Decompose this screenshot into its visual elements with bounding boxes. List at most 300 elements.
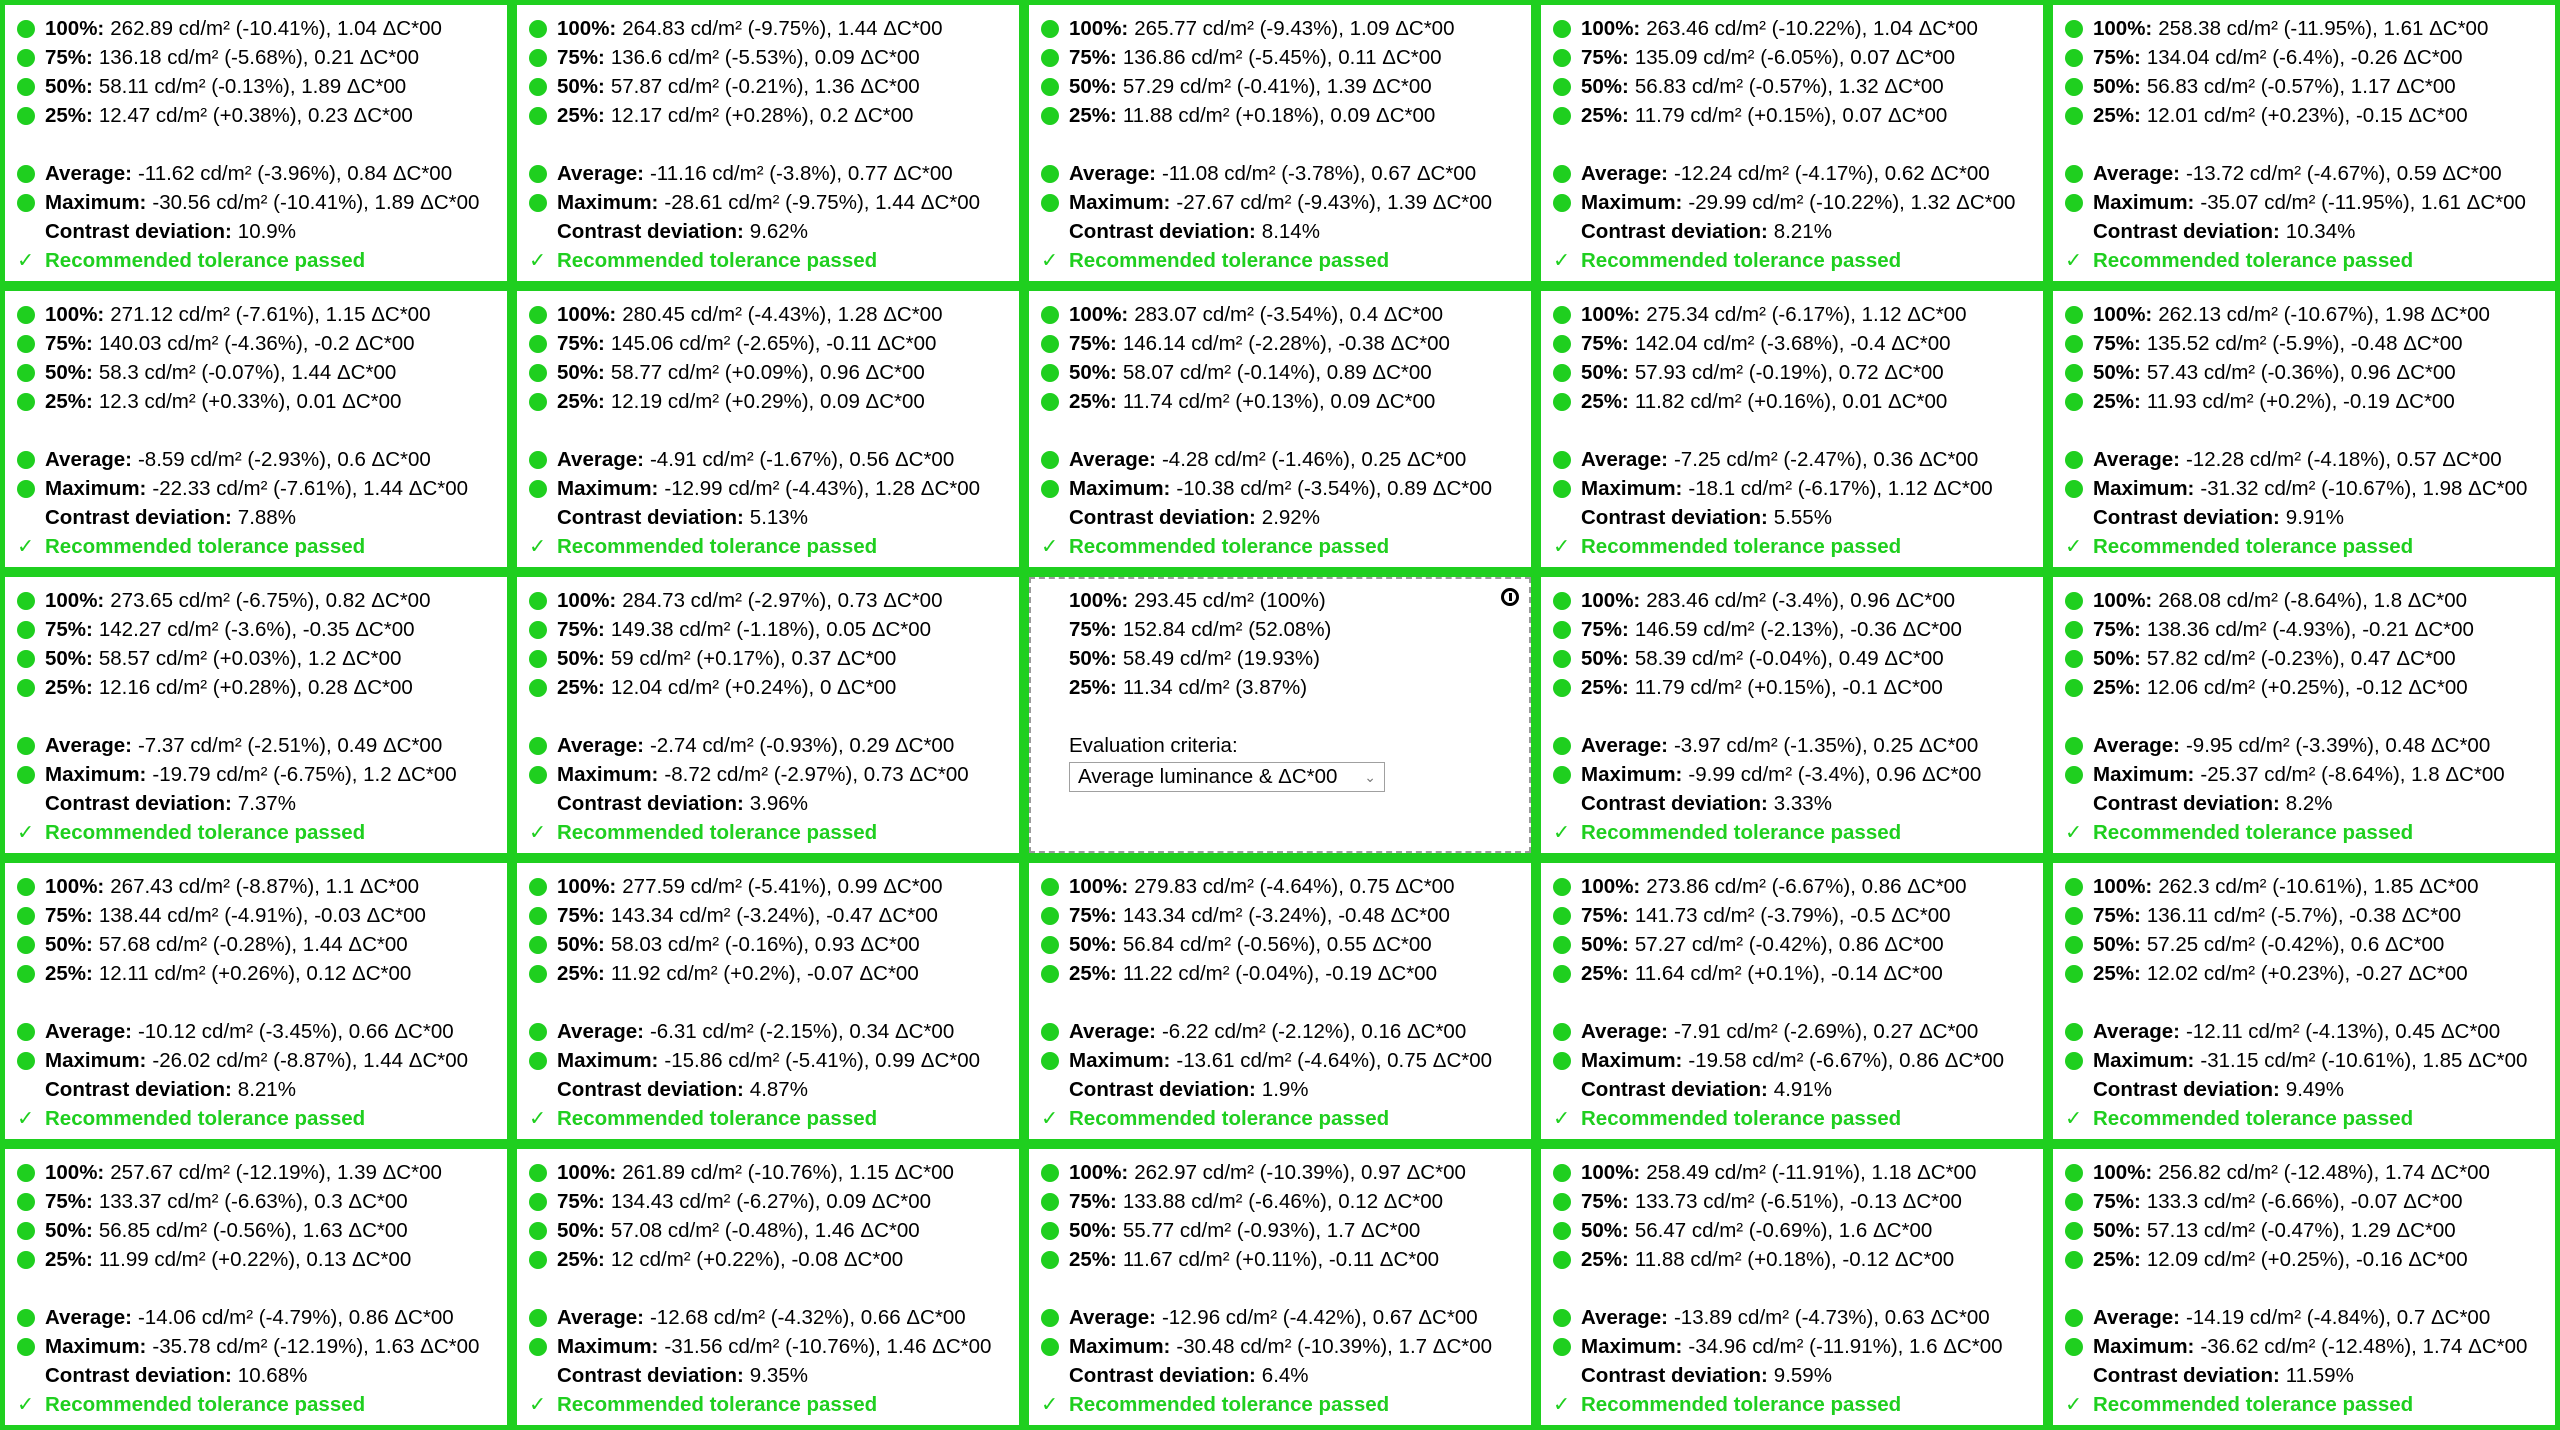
zone-cell (0, 858, 512, 1144)
status-dot-icon (17, 107, 35, 125)
tolerance-status-label: Recommended tolerance passed (45, 821, 366, 844)
status-dot-icon (1041, 1164, 1059, 1182)
measure-value: 6.4% (1261, 1364, 1309, 1387)
measure-label: Average: (1581, 1306, 1668, 1329)
tolerance-status-label: Recommended tolerance passed (45, 535, 366, 558)
measure-row-p50 (1041, 930, 1531, 959)
status-dot-icon (529, 936, 547, 954)
measure-label: Maximum: (2093, 477, 2195, 500)
status-dot-icon (2065, 1309, 2083, 1327)
measure-row-average (2065, 159, 2555, 188)
measure-row-contrast (1553, 1075, 2043, 1104)
measure-row-p25 (529, 673, 1019, 702)
measure-value: 275.34 cd/m² (-6.17%), 1.12 ΔC*00 (1646, 303, 1967, 326)
measure-label: Contrast deviation: (2093, 1078, 2280, 1101)
measure-row-p100 (1041, 1158, 1531, 1187)
measure-value: 57.68 cd/m² (-0.28%), 1.44 ΔC*00 (98, 933, 408, 956)
measure-row-maximum (1041, 1332, 1531, 1361)
status-dot-icon (1553, 49, 1571, 67)
status-dot-icon (529, 306, 547, 324)
measure-label: 25%: (1581, 104, 1629, 127)
measure-value: 58.03 cd/m² (-0.16%), 0.93 ΔC*00 (610, 933, 920, 956)
measure-label: Maximum: (45, 763, 147, 786)
measure-row-p100 (1041, 872, 1531, 901)
measure-row-p25 (2065, 101, 2555, 130)
status-dot-icon (1553, 480, 1571, 498)
measure-label: Maximum: (2093, 1335, 2195, 1358)
measure-value: 56.83 cd/m² (-0.57%), 1.32 ΔC*00 (1634, 75, 1944, 98)
status-dot-icon (529, 592, 547, 610)
status-dot-icon (1553, 78, 1571, 96)
measure-value: -7.37 cd/m² (-2.51%), 0.49 ΔC*00 (137, 734, 443, 757)
measure-value: -36.62 cd/m² (-12.48%), 1.74 ΔC*00 (2200, 1335, 2528, 1358)
check-icon: ✓ (17, 535, 35, 558)
measure-label: 75%: (1069, 904, 1117, 927)
measure-value: -13.61 cd/m² (-4.64%), 0.75 ΔC*00 (1176, 1049, 1493, 1072)
measure-value: -19.58 cd/m² (-6.67%), 0.86 ΔC*00 (1688, 1049, 2005, 1072)
status-dot-icon (529, 20, 547, 38)
measure-value: 135.09 cd/m² (-6.05%), 0.07 ΔC*00 (1634, 46, 1956, 69)
measure-value: -6.31 cd/m² (-2.15%), 0.34 ΔC*00 (649, 1020, 955, 1043)
measure-value: 58.3 cd/m² (-0.07%), 1.44 ΔC*00 (98, 361, 397, 384)
measure-value: -4.28 cd/m² (-1.46%), 0.25 ΔC*00 (1161, 448, 1467, 471)
status-dot-icon (1553, 306, 1571, 324)
status-dot-icon (1041, 1309, 1059, 1327)
measure-value: 133.88 cd/m² (-6.46%), 0.12 ΔC*00 (1122, 1190, 1444, 1213)
measure-row-p100 (17, 300, 507, 329)
zone-cell (2048, 286, 2560, 572)
measure-value: -34.96 cd/m² (-11.91%), 1.6 ΔC*00 (1688, 1335, 2003, 1358)
measure-value: 12.02 cd/m² (+0.23%), -0.27 ΔC*00 (2146, 962, 2468, 985)
measure-row-p100 (2065, 872, 2555, 901)
measure-value: 1.9% (1261, 1078, 1309, 1101)
info-icon[interactable] (1501, 588, 1519, 606)
status-dot-icon (2065, 878, 2083, 896)
measure-value: -6.22 cd/m² (-2.12%), 0.16 ΔC*00 (1161, 1020, 1467, 1043)
measure-value: 267.43 cd/m² (-8.87%), 1.1 ΔC*00 (110, 875, 420, 898)
status-dot-icon (1553, 592, 1571, 610)
measure-row-contrast (2065, 1075, 2555, 1104)
spacer (17, 702, 507, 731)
tolerance-status-label: Recommended tolerance passed (2093, 535, 2414, 558)
measure-value: -9.99 cd/m² (-3.4%), 0.96 ΔC*00 (1688, 763, 1982, 786)
tolerance-status (17, 1104, 507, 1133)
zone-cell (2048, 0, 2560, 286)
status-dot-icon (17, 766, 35, 784)
measure-label: 50%: (557, 1219, 605, 1242)
measure-value: 11.88 cd/m² (+0.18%), 0.09 ΔC*00 (1122, 104, 1436, 127)
reference-value: 293.45 cd/m² (100%) (1134, 589, 1326, 612)
evaluation-criteria-select[interactable] (1069, 762, 1385, 792)
measure-value: 262.89 cd/m² (-10.41%), 1.04 ΔC*00 (110, 17, 442, 40)
tolerance-status-label: Recommended tolerance passed (557, 535, 878, 558)
measure-value: 11.74 cd/m² (+0.13%), 0.09 ΔC*00 (1122, 390, 1436, 413)
status-dot-icon (529, 78, 547, 96)
measure-value: 141.73 cd/m² (-3.79%), -0.5 ΔC*00 (1634, 904, 1951, 927)
reference-label: 75%: (1069, 618, 1117, 641)
measure-value: 10.9% (237, 220, 296, 243)
zone-cell (512, 286, 1024, 572)
status-dot-icon (1553, 364, 1571, 382)
tolerance-status (2065, 246, 2555, 275)
measure-label: Maximum: (45, 191, 147, 214)
measure-label: 25%: (1581, 676, 1629, 699)
measure-row-contrast (529, 217, 1019, 246)
measure-value: -25.37 cd/m² (-8.64%), 1.8 ΔC*00 (2200, 763, 2505, 786)
measure-value: 4.87% (749, 1078, 808, 1101)
measure-row-p75 (529, 615, 1019, 644)
status-dot-icon (17, 335, 35, 353)
measure-label: 25%: (2093, 1248, 2141, 1271)
measure-row-average (2065, 1017, 2555, 1046)
measure-label: Contrast deviation: (45, 506, 232, 529)
measure-value: 10.34% (2285, 220, 2356, 243)
measure-row-contrast (2065, 789, 2555, 818)
measure-label: 50%: (2093, 1219, 2141, 1242)
measure-label: Maximum: (45, 1335, 147, 1358)
measure-row-average (529, 1017, 1019, 1046)
measure-value: 146.59 cd/m² (-2.13%), -0.36 ΔC*00 (1634, 618, 1962, 641)
status-dot-icon (17, 737, 35, 755)
measure-row-p50 (529, 358, 1019, 387)
spacer (529, 1274, 1019, 1303)
measure-label: 50%: (2093, 933, 2141, 956)
check-icon: ✓ (529, 535, 547, 558)
measure-value: -31.32 cd/m² (-10.67%), 1.98 ΔC*00 (2200, 477, 2528, 500)
measure-row-p100 (1553, 586, 2043, 615)
measure-row-p50 (1553, 1216, 2043, 1245)
tolerance-status-label: Recommended tolerance passed (557, 249, 878, 272)
measure-row-p25 (2065, 673, 2555, 702)
zone-cell (512, 1144, 1024, 1430)
measure-row-p100 (1553, 1158, 2043, 1187)
measure-value: 265.77 cd/m² (-9.43%), 1.09 ΔC*00 (1134, 17, 1455, 40)
measure-value: 12.04 cd/m² (+0.24%), 0 ΔC*00 (610, 676, 897, 699)
spacer (17, 988, 507, 1017)
chevron-down-icon: ⌄ (1364, 769, 1376, 785)
measure-row-p100 (2065, 300, 2555, 329)
measure-value: 279.83 cd/m² (-4.64%), 0.75 ΔC*00 (1134, 875, 1455, 898)
tolerance-status (17, 1390, 507, 1419)
measure-row-p75 (1041, 901, 1531, 930)
measure-label: 25%: (45, 1248, 93, 1271)
measure-row-p75 (17, 901, 507, 930)
reference-value: 152.84 cd/m² (52.08%) (1122, 618, 1332, 641)
status-dot-icon (2065, 194, 2083, 212)
measure-label: 50%: (1069, 75, 1117, 98)
tolerance-status (529, 818, 1019, 847)
measure-value: 57.08 cd/m² (-0.48%), 1.46 ΔC*00 (610, 1219, 920, 1242)
status-dot-icon (17, 1023, 35, 1041)
spacer (2065, 702, 2555, 731)
measure-row-p75 (2065, 615, 2555, 644)
measure-value: 149.38 cd/m² (-1.18%), 0.05 ΔC*00 (610, 618, 932, 641)
measure-value: 7.88% (237, 506, 296, 529)
measure-value: 4.91% (1773, 1078, 1832, 1101)
measure-row-maximum (2065, 474, 2555, 503)
measure-row-p100 (529, 1158, 1019, 1187)
check-icon: ✓ (1041, 1107, 1059, 1130)
measure-label: 75%: (1581, 618, 1629, 641)
measure-row-p75 (17, 329, 507, 358)
measure-label: 75%: (2093, 904, 2141, 927)
measure-label: 50%: (1069, 361, 1117, 384)
measure-value: 58.11 cd/m² (-0.13%), 1.89 ΔC*00 (98, 75, 407, 98)
measure-row-p100 (2065, 1158, 2555, 1187)
measure-row-p25 (17, 101, 507, 130)
measure-value: 133.3 cd/m² (-6.66%), -0.07 ΔC*00 (2146, 1190, 2463, 1213)
status-dot-icon (1041, 335, 1059, 353)
measure-row-p25 (1041, 1245, 1531, 1274)
measure-value: -35.78 cd/m² (-12.19%), 1.63 ΔC*00 (152, 1335, 480, 1358)
measure-value: 9.35% (749, 1364, 808, 1387)
measure-value: 12.06 cd/m² (+0.25%), -0.12 ΔC*00 (2146, 676, 2468, 699)
status-dot-icon (1553, 1338, 1571, 1356)
measure-row-average (1041, 1303, 1531, 1332)
status-dot-icon (2065, 650, 2083, 668)
measure-value: 8.14% (1261, 220, 1320, 243)
spacer (1553, 416, 2043, 445)
measure-row-p50 (1553, 358, 2043, 387)
status-dot-icon (1041, 1193, 1059, 1211)
measure-value: -14.06 cd/m² (-4.79%), 0.86 ΔC*00 (137, 1306, 454, 1329)
status-dot-icon (529, 1052, 547, 1070)
check-icon: ✓ (1553, 249, 1571, 272)
measure-value: 263.46 cd/m² (-10.22%), 1.04 ΔC*00 (1646, 17, 1978, 40)
measure-row-maximum (17, 1332, 507, 1361)
reference-label: 50%: (1069, 647, 1117, 670)
measure-label: 25%: (557, 962, 605, 985)
spacer (529, 702, 1019, 731)
measure-label: Maximum: (45, 477, 147, 500)
check-icon: ✓ (17, 249, 35, 272)
status-dot-icon (1553, 766, 1571, 784)
status-dot-icon (1041, 78, 1059, 96)
measure-label: 25%: (45, 962, 93, 985)
measure-value: 56.85 cd/m² (-0.56%), 1.63 ΔC*00 (98, 1219, 408, 1242)
measure-row-maximum (1041, 1046, 1531, 1075)
measure-label: 75%: (2093, 1190, 2141, 1213)
measure-row-contrast (529, 1075, 1019, 1104)
status-dot-icon (17, 480, 35, 498)
measure-value: 56.47 cd/m² (-0.69%), 1.6 ΔC*00 (1634, 1219, 1933, 1242)
measure-row-average (17, 445, 507, 474)
measure-value: -35.07 cd/m² (-11.95%), 1.61 ΔC*00 (2200, 191, 2526, 214)
measure-label: Maximum: (557, 1335, 659, 1358)
measure-value: 57.13 cd/m² (-0.47%), 1.29 ΔC*00 (2146, 1219, 2456, 1242)
check-icon: ✓ (529, 1393, 547, 1416)
measure-label: Maximum: (1069, 191, 1171, 214)
measure-row-average (17, 159, 507, 188)
measure-row-average (17, 1303, 507, 1332)
status-dot-icon (2065, 451, 2083, 469)
check-icon: ✓ (1553, 821, 1571, 844)
measure-row-p25 (2065, 387, 2555, 416)
check-icon: ✓ (529, 249, 547, 272)
zone-cell (0, 0, 512, 286)
measure-label: 100%: (1581, 1161, 1641, 1184)
measure-row-p50 (1041, 358, 1531, 387)
measure-label: 100%: (2093, 17, 2153, 40)
measure-row-p25 (2065, 1245, 2555, 1274)
measure-row-p75 (2065, 329, 2555, 358)
status-dot-icon (17, 451, 35, 469)
status-dot-icon (17, 965, 35, 983)
measure-row-p75 (17, 43, 507, 72)
status-dot-icon (1041, 965, 1059, 983)
measure-row-p50 (17, 72, 507, 101)
status-dot-icon (2065, 737, 2083, 755)
measure-row-p100 (17, 872, 507, 901)
zone-cell (1024, 0, 1536, 286)
measure-value: -14.19 cd/m² (-4.84%), 0.7 ΔC*00 (2185, 1306, 2491, 1329)
status-dot-icon (2065, 592, 2083, 610)
measure-label: 75%: (1581, 1190, 1629, 1213)
status-dot-icon (17, 907, 35, 925)
measure-value: 268.08 cd/m² (-8.64%), 1.8 ΔC*00 (2158, 589, 2468, 612)
measure-label: Average: (1581, 162, 1668, 185)
measure-row-contrast (1553, 503, 2043, 532)
measure-label: 25%: (1069, 104, 1117, 127)
measure-label: 50%: (557, 647, 605, 670)
measure-value: 12.01 cd/m² (+0.23%), -0.15 ΔC*00 (2146, 104, 2468, 127)
measure-row-average (2065, 731, 2555, 760)
measure-value: 262.13 cd/m² (-10.67%), 1.98 ΔC*00 (2158, 303, 2490, 326)
check-icon: ✓ (1553, 1393, 1571, 1416)
measure-row-p25 (17, 1245, 507, 1274)
status-dot-icon (17, 364, 35, 382)
measure-label: Average: (557, 734, 644, 757)
measure-label: Average: (2093, 448, 2180, 471)
status-dot-icon (2065, 621, 2083, 639)
measure-value: 136.6 cd/m² (-5.53%), 0.09 ΔC*00 (610, 46, 920, 69)
measure-row-maximum (2065, 1332, 2555, 1361)
measure-label: 50%: (1581, 75, 1629, 98)
measure-label: Contrast deviation: (557, 220, 744, 243)
measure-value: 138.44 cd/m² (-4.91%), -0.03 ΔC*00 (98, 904, 426, 927)
measure-label: Contrast deviation: (557, 1364, 744, 1387)
status-dot-icon (2065, 335, 2083, 353)
measure-row-p50 (529, 644, 1019, 673)
measure-label: Maximum: (557, 763, 659, 786)
measure-value: -30.48 cd/m² (-10.39%), 1.7 ΔC*00 (1176, 1335, 1493, 1358)
measure-label: 25%: (1581, 1248, 1629, 1271)
tolerance-status-label: Recommended tolerance passed (45, 249, 366, 272)
measure-label: 100%: (1581, 589, 1641, 612)
status-dot-icon (17, 1164, 35, 1182)
measure-row-p75 (1041, 1187, 1531, 1216)
measure-value: 283.46 cd/m² (-3.4%), 0.96 ΔC*00 (1646, 589, 1956, 612)
tolerance-status (1553, 1390, 2043, 1419)
measure-label: Contrast deviation: (1581, 1078, 1768, 1101)
status-dot-icon (1041, 20, 1059, 38)
status-dot-icon (17, 78, 35, 96)
measure-row-p75 (1553, 901, 2043, 930)
measure-label: Contrast deviation: (1069, 220, 1256, 243)
measure-row-average (17, 731, 507, 760)
tolerance-status (2065, 1104, 2555, 1133)
measure-label: Contrast deviation: (45, 1364, 232, 1387)
tolerance-status-label: Recommended tolerance passed (45, 1393, 366, 1416)
measure-row-p25 (17, 673, 507, 702)
measure-row-contrast (529, 1361, 1019, 1390)
zone-cell (0, 1144, 512, 1430)
measure-label: Contrast deviation: (2093, 220, 2280, 243)
status-dot-icon (529, 1309, 547, 1327)
measure-label: Contrast deviation: (2093, 792, 2280, 815)
zone-cell (1024, 286, 1536, 572)
tolerance-status-label: Recommended tolerance passed (1069, 1393, 1390, 1416)
measure-label: Contrast deviation: (45, 220, 232, 243)
status-dot-icon (529, 107, 547, 125)
measure-value: 57.29 cd/m² (-0.41%), 1.39 ΔC*00 (1122, 75, 1432, 98)
check-icon: ✓ (17, 1393, 35, 1416)
reference-panel (1029, 577, 1531, 853)
measure-value: 273.86 cd/m² (-6.67%), 0.86 ΔC*00 (1646, 875, 1967, 898)
status-dot-icon (529, 621, 547, 639)
measure-row-average (529, 445, 1019, 474)
measure-value: 12.19 cd/m² (+0.29%), 0.09 ΔC*00 (610, 390, 925, 413)
measure-value: 5.55% (1773, 506, 1832, 529)
measure-label: 25%: (1581, 390, 1629, 413)
measure-row-contrast (1041, 1361, 1531, 1390)
status-dot-icon (1041, 165, 1059, 183)
status-dot-icon (1041, 1338, 1059, 1356)
status-dot-icon (2065, 480, 2083, 498)
measure-label: Average: (1069, 1306, 1156, 1329)
tolerance-status (1553, 818, 2043, 847)
status-dot-icon (2065, 679, 2083, 697)
measure-value: -2.74 cd/m² (-0.93%), 0.29 ΔC*00 (649, 734, 955, 757)
measure-value: 57.43 cd/m² (-0.36%), 0.96 ΔC*00 (2146, 361, 2456, 384)
status-dot-icon (529, 393, 547, 411)
measure-value: 57.93 cd/m² (-0.19%), 0.72 ΔC*00 (1634, 361, 1944, 384)
tolerance-status-label: Recommended tolerance passed (1069, 535, 1390, 558)
measure-label: Average: (1581, 448, 1668, 471)
measure-row-contrast (529, 503, 1019, 532)
measure-row-maximum (1553, 1332, 2043, 1361)
measure-row-maximum (2065, 760, 2555, 789)
reference-label: 25%: (1069, 676, 1117, 699)
tolerance-status-label: Recommended tolerance passed (1069, 249, 1390, 272)
status-dot-icon (1553, 965, 1571, 983)
status-dot-icon (529, 364, 547, 382)
measure-label: 100%: (2093, 303, 2153, 326)
measure-row-p50 (17, 358, 507, 387)
measure-row-average (1553, 731, 2043, 760)
measure-value: -7.25 cd/m² (-2.47%), 0.36 ΔC*00 (1673, 448, 1979, 471)
tolerance-status (17, 246, 507, 275)
measure-value: -12.24 cd/m² (-4.17%), 0.62 ΔC*00 (1673, 162, 1990, 185)
status-dot-icon (1041, 480, 1059, 498)
measure-row-maximum (529, 188, 1019, 217)
measure-label: 100%: (1581, 303, 1641, 326)
measure-label: 100%: (1069, 1161, 1129, 1184)
measure-label: Maximum: (557, 191, 659, 214)
spacer (2065, 130, 2555, 159)
status-dot-icon (529, 965, 547, 983)
spacer (529, 416, 1019, 445)
check-icon: ✓ (1041, 535, 1059, 558)
status-dot-icon (1553, 1052, 1571, 1070)
measure-row-average (529, 1303, 1019, 1332)
measure-label: 75%: (1581, 332, 1629, 355)
status-dot-icon (17, 393, 35, 411)
measure-row-maximum (2065, 1046, 2555, 1075)
measure-value: 58.57 cd/m² (+0.03%), 1.2 ΔC*00 (98, 647, 402, 670)
measure-value: 280.45 cd/m² (-4.43%), 1.28 ΔC*00 (622, 303, 943, 326)
measure-value: 11.79 cd/m² (+0.15%), 0.07 ΔC*00 (1634, 104, 1948, 127)
